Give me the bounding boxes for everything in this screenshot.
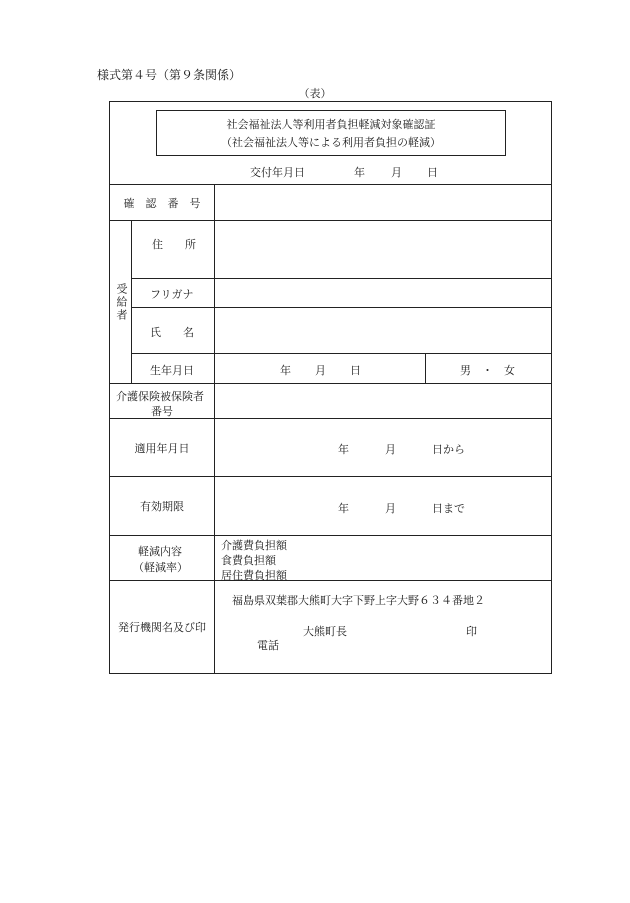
issuer-address: 福島県双葉郡大熊町大字下野上字大野６３４番地２ <box>232 594 485 607</box>
title-line2: （社会福祉法人等による利用者負担の軽減） <box>221 136 441 149</box>
column-divider <box>131 220 132 383</box>
sex-field[interactable]: 男 ・ 女 <box>460 364 515 377</box>
insured-number-field[interactable] <box>215 384 551 418</box>
furigana-label: フリガナ <box>150 288 194 301</box>
insured-number-label-line2: 番号 <box>151 405 173 418</box>
issue-date-month: 月 <box>391 166 402 179</box>
reduction-item-care: 介護費負担額 <box>221 539 287 552</box>
row-divider <box>109 535 552 536</box>
issuer-mayor: 大熊町長 <box>303 625 347 638</box>
issuer-label: 発行機関名及び印 <box>118 621 206 634</box>
effective-date-label: 適用年月日 <box>134 441 190 455</box>
issuer-phone-label: 電話 <box>257 639 279 652</box>
name-field[interactable] <box>215 308 551 353</box>
insured-number-label-line1: 介護保険被保険者 <box>116 390 204 403</box>
birth-month: 月 <box>315 364 326 377</box>
effective-date-month: 月 <box>385 443 396 456</box>
name-label: 氏 名 <box>150 326 194 339</box>
issue-date-day: 日 <box>427 166 438 179</box>
reduction-label-line2: （軽減率） <box>133 561 188 574</box>
title-box <box>156 110 506 156</box>
confirmation-number-label: 確 認 番 号 <box>123 196 201 210</box>
birth-year: 年 <box>280 364 291 377</box>
issue-date-year: 年 <box>354 166 365 179</box>
reduction-item-housing: 居住費負担額 <box>221 569 287 582</box>
address-field[interactable] <box>215 221 551 278</box>
valid-until-year: 年 <box>338 502 349 515</box>
issue-date-label: 交付年月日 <box>250 166 305 179</box>
side-label: （表） <box>298 87 332 100</box>
birth-day: 日 <box>350 364 361 377</box>
column-divider <box>425 353 426 383</box>
form-number: 様式第４号（第９条関係） <box>97 68 242 82</box>
recipient-group-label: 受給者 <box>115 282 128 322</box>
address-label: 住 所 <box>152 238 196 251</box>
effective-date-day: 日から <box>432 443 465 456</box>
confirmation-number-field[interactable] <box>215 185 551 220</box>
valid-until-label: 有効期限 <box>140 500 184 513</box>
issuer-seal: 印 <box>466 625 477 638</box>
reduction-item-food: 食費負担額 <box>221 554 276 567</box>
title-line1: 社会福祉法人等利用者負担軽減対象確認証 <box>226 118 436 131</box>
reduction-label-line1: 軽減内容 <box>138 545 182 558</box>
valid-until-month: 月 <box>385 502 396 515</box>
birthdate-label: 生年月日 <box>150 364 194 377</box>
furigana-field[interactable] <box>215 279 551 307</box>
valid-until-day: 日まで <box>432 502 465 515</box>
effective-date-year: 年 <box>338 443 349 456</box>
row-divider <box>131 353 552 354</box>
